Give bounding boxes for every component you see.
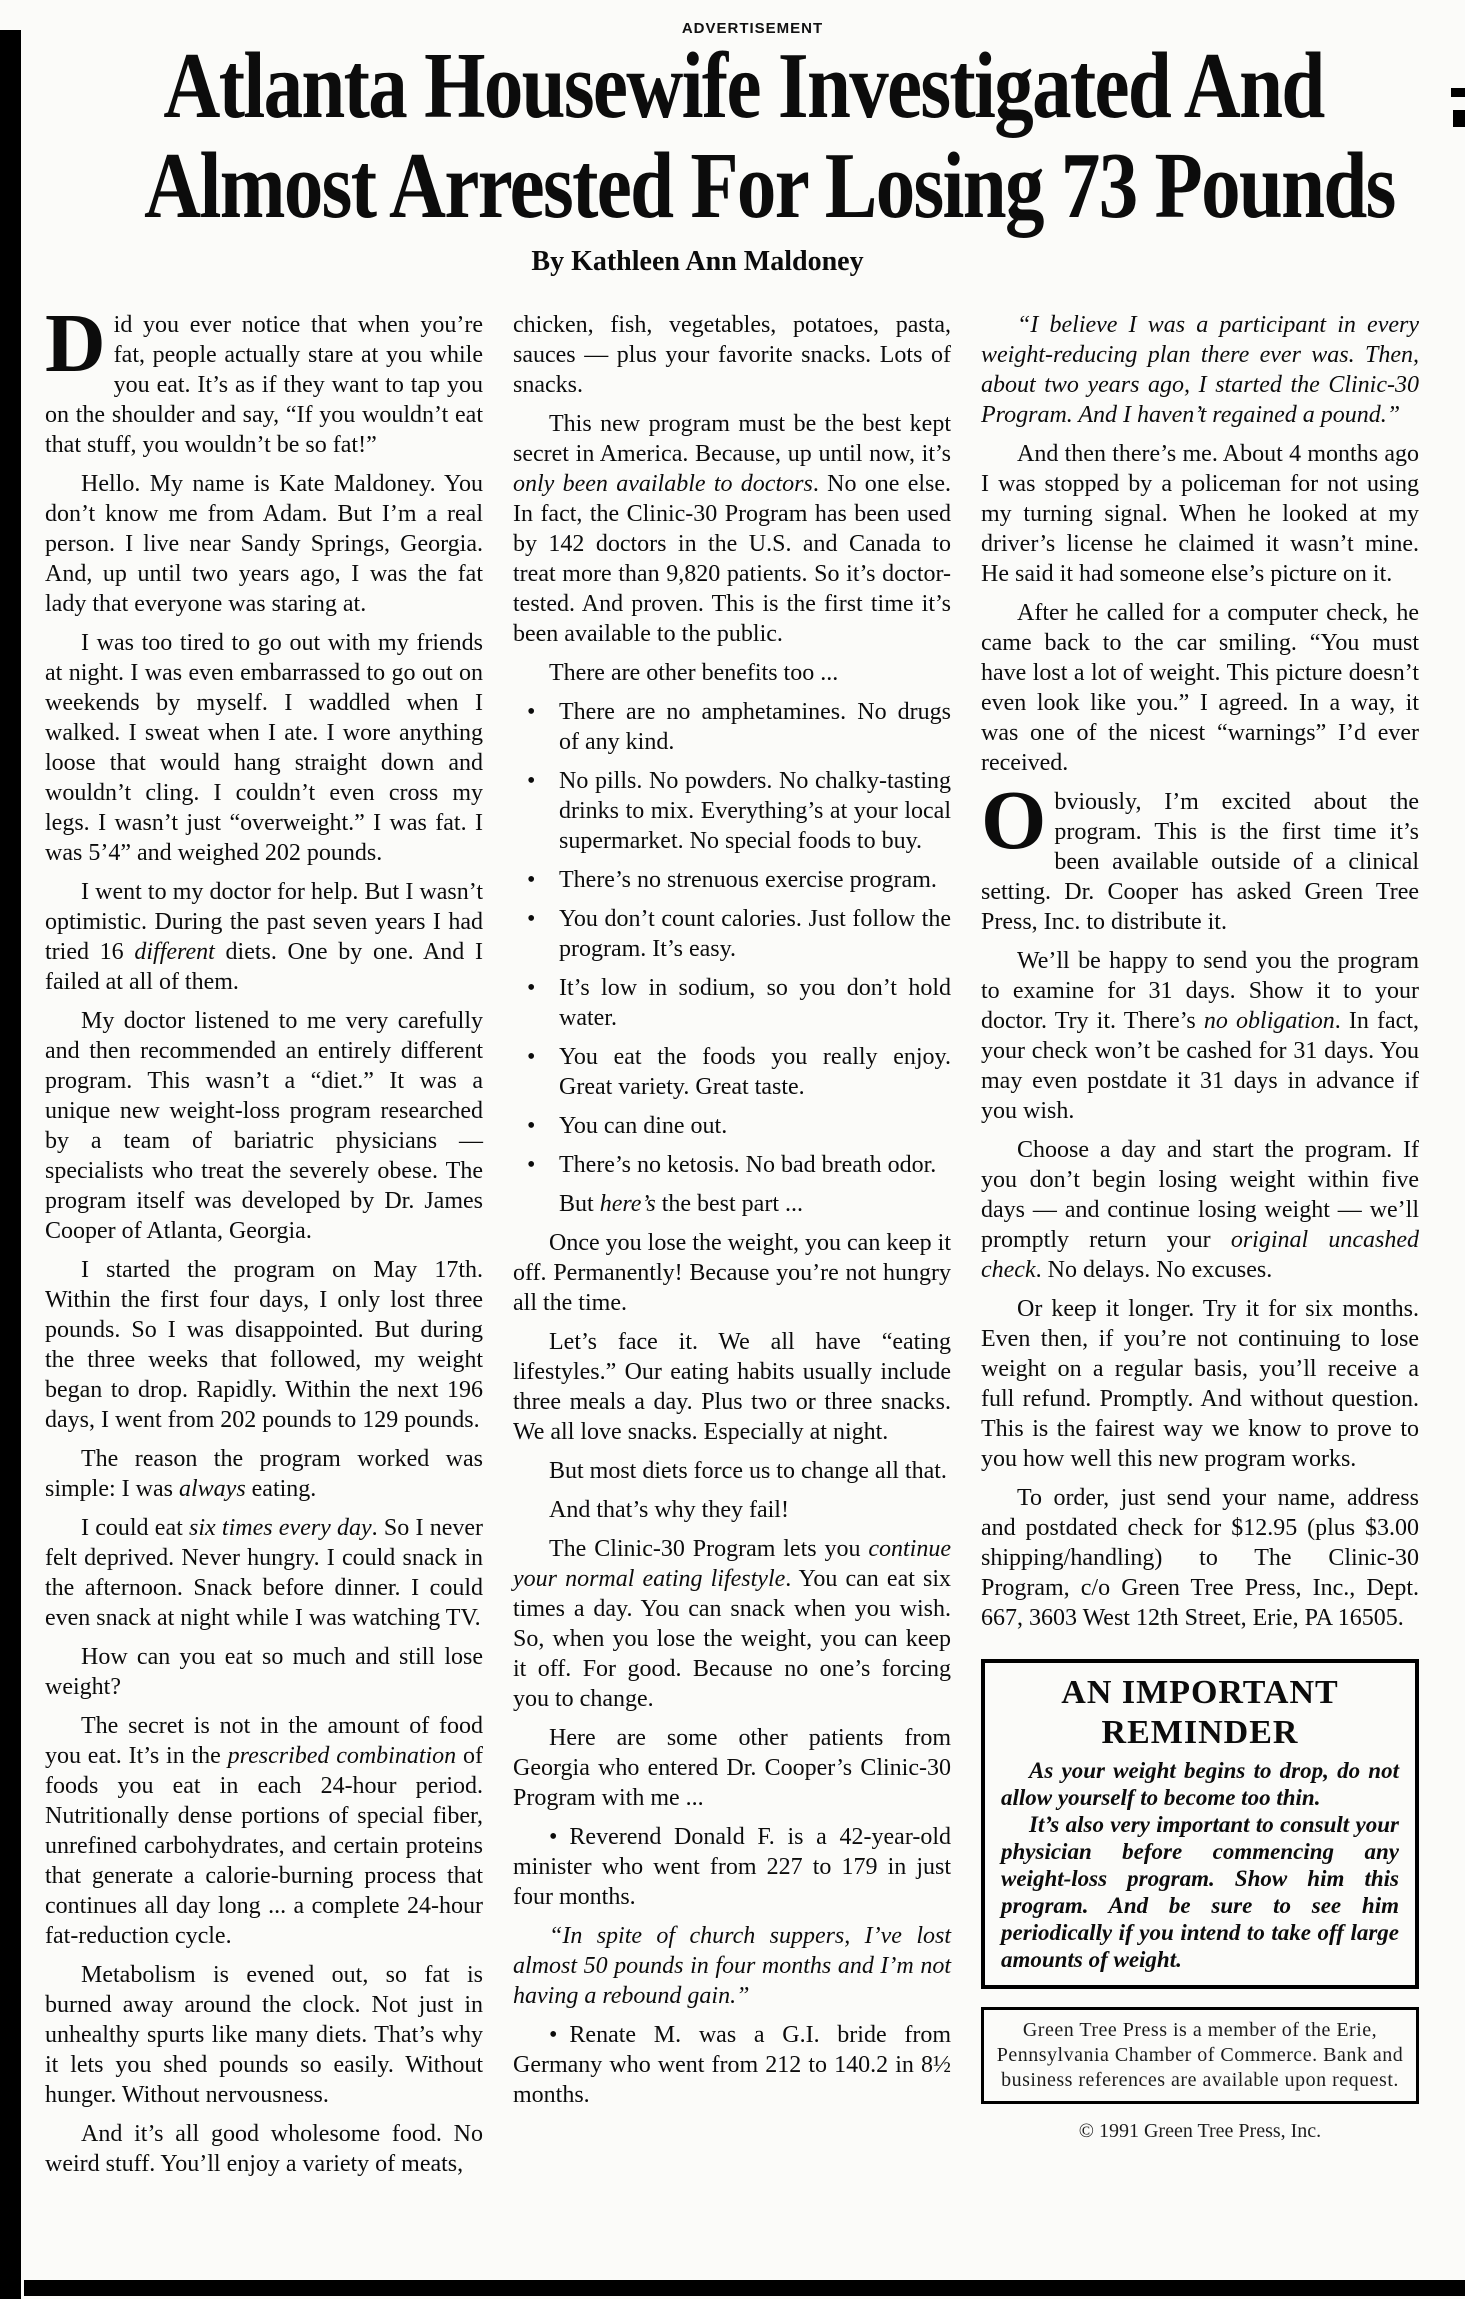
headline xyxy=(30,36,1457,236)
paragraph: Here are some other patients from Georgia who entered Dr. Cooper’s Clinic-30 Program with me ... xyxy=(513,1725,951,1811)
paragraph: The secret is not in the amount of food you eat. It’s in the prescribed combination of foods you eat in each 24-hour period. Nutritionally dense portions of special fiber, unrefined carbohydrates, and certain proteins that generate a calorie-burning process that continues all day long ... a complete 24-hour fat-reduction cycle. xyxy=(45,1713,483,1949)
paragraph: And then there’s me. About 4 months ago I was stopped by a policeman for not using my turning signal. When he looked at my driver’s license he claimed it wasn’t mine. He said it had someone else’s picture on it. xyxy=(981,441,1419,587)
bullet-dot-icon: • xyxy=(527,1113,536,1139)
bullet-item xyxy=(513,766,951,856)
bullet-item xyxy=(513,1042,951,1102)
paragraph: How can you eat so much and still lose weight? xyxy=(45,1644,483,1700)
bullet-dot-icon: • xyxy=(527,867,536,893)
paragraph: Metabolism is evened out, so fat is burned away around the clock. Not just in unhealthy spurts like many diets. That’s why it lets you shed pounds so easily. Without hunger. Without nervousness. xyxy=(45,1962,483,2108)
paragraph: I could eat six times every day. So I never felt deprived. Never hungry. I could snack in the afternoon. Snack before dinner. I could even snack at night while I was watching TV. xyxy=(45,1515,483,1631)
bullet-paragraph: • Renate M. was a G.I. bride from Germany who went from 212 to 140.2 in 8½ months. xyxy=(513,2022,951,2108)
paragraph: Hello. My name is Kate Maldoney. You don’t know me from Adam. But I’m a real person. I live near Sandy Springs, Georgia. And, up until two years ago, I was the fat lady that everyone was staring at. xyxy=(45,471,483,617)
membership-box: Green Tree Press is a member of the Erie, Pennsylvania Chamber of Commerce. Bank and business references are available upon request. xyxy=(981,2007,1419,2104)
advertisement-label: ADVERTISEMENT xyxy=(681,20,824,37)
bullet-dot-icon: • xyxy=(527,699,536,725)
bullet-text: There’s no ketosis. No bad breath odor. xyxy=(559,1152,937,1178)
paragraph: This new program must be the best kept secret in America. Because, up until now, it’s only been available to doctors. No one else. In fact, the Clinic-30 Program has been used by 142 doctors in the U.S. and Canada to treat more than 9,820 patients. So it’s doctor-tested. And proven. This is the first time it’s been available to the public. xyxy=(513,411,952,647)
paragraph: And that’s why they fail! xyxy=(549,1497,789,1523)
drop-cap: O xyxy=(981,774,1047,867)
paragraph: But here’s the best part ... xyxy=(559,1191,803,1217)
bullet-item xyxy=(513,697,951,757)
paragraph: After he called for a computer check, he came back to the car smiling. “You must have lost a lot of weight. This picture doesn’t even look like you.” I agreed. In a way, it was one of the nicest “warnings” I’d ever received. xyxy=(981,600,1419,776)
quote-paragraph: “In spite of church suppers, I’ve lost almost 50 pounds in four months and I’m not having a rebound gain.” xyxy=(513,1923,951,2009)
bullet-dot-icon: • xyxy=(527,1044,536,1070)
bullet-paragraph: • Reverend Donald F. is a 42-year-old minister who went from 227 to 179 in just four months. xyxy=(513,1824,951,1910)
bullet-item xyxy=(513,1111,951,1141)
paragraph: Let’s face it. We all have “eating lifestyles.” Our eating habits usually include three meals a day. Plus two or three snacks. We all love snacks. Especially at night. xyxy=(513,1329,951,1445)
paragraph: Once you lose the weight, you can keep it off. Permanently! Because you’re not hungry all the time. xyxy=(513,1230,951,1316)
paragraph: I went to my doctor for help. But I wasn’t optimistic. During the past seven years I had tried 16 different diets. One by one. And I failed at all of them. xyxy=(45,879,483,995)
reminder-box-title: AN IMPORTANT REMINDER xyxy=(1061,1674,1339,1751)
bullet-text: There are no amphetamines. No drugs of any kind. xyxy=(559,699,951,755)
bullet-item xyxy=(513,973,951,1033)
paragraph: The Clinic-30 Program lets you continue your normal eating lifestyle. You can eat six times a day. You can snack when you wish. So, when you lose the weight, you can keep it off. For good. Because no one’s forcing you to change. xyxy=(513,1536,951,1712)
bullet-dot-icon: • xyxy=(527,768,536,794)
bullet-text: There’s no strenuous exercise program. xyxy=(559,867,937,893)
bullet-text: You don’t count calories. Just follow the program. It’s easy. xyxy=(559,906,951,962)
byline: By Kathleen Ann Maldoney xyxy=(531,246,864,277)
bullet-item xyxy=(513,904,951,964)
quote-paragraph: “I believe I was a participant in every weight-reducing plan there ever was. Then, about two years ago, I started the Clinic-30 Program. And I haven’t regained a pound.” xyxy=(981,312,1419,428)
reminder-box-body xyxy=(1001,1757,1399,1973)
reminder-box xyxy=(981,1659,1419,1989)
bullet-dot-icon: • xyxy=(527,906,536,932)
reminder-paragraph: It’s also very important to consult your physician before commencing any weight-loss program. Show him this program. And be sure to see him periodically if you intend to take off large amounts of weight. xyxy=(1001,1812,1399,1972)
column-2 xyxy=(513,310,951,2188)
bullet-text: No pills. No powders. No chalky-tasting drinks to mix. Everything’s at your local supermarket. No special foods to buy. xyxy=(559,768,951,854)
left-border-bar xyxy=(0,30,21,2299)
column-1 xyxy=(45,297,483,2188)
paragraph: The reason the program worked was simple: I was always eating. xyxy=(45,1446,483,1502)
bullet-text: You can dine out. xyxy=(559,1113,728,1139)
bullet-dot-icon: • xyxy=(527,1152,536,1178)
paragraph: But most diets force us to change all that. xyxy=(549,1458,947,1484)
column-3 xyxy=(981,310,1419,2188)
bullet-dot-icon: • xyxy=(527,975,536,1001)
paragraph: I started the program on May 17th. Within the first four days, I only lost three pounds. So I was disappointed. But during the three weeks that followed, my weight began to drop. Rapidly. Within the next 196 days, I went from 202 pounds to 129 pounds. xyxy=(45,1257,483,1433)
paragraph: And it’s all good wholesome food. No weird stuff. You’ll enjoy a variety of meats, xyxy=(45,2121,483,2177)
headline-line-1: Atlanta Housewife Investigated And xyxy=(163,34,1324,138)
bullet-item xyxy=(513,1150,951,1180)
bottom-border-bar xyxy=(24,2280,1465,2296)
paragraph: There are other benefits too ... xyxy=(549,660,839,686)
paragraph: Choose a day and start the program. If you don’t begin losing weight within five days — and continue losing weight — we’ll promptly return your original uncashed check. No delays. No excuses. xyxy=(981,1137,1419,1283)
column-1-blocks xyxy=(45,297,483,2179)
paragraph: I was too tired to go out with my friends at night. I was even embarrassed to go out on weekends by myself. I waddled when I walked. I sweat when I ate. I wore anything loose that would hang straight down and wouldn’t cling. I couldn’t even cross my legs. I wasn’t just “overweight.” I was fat. I was 5’4” and weighed 202 pounds. xyxy=(45,630,483,866)
article-body xyxy=(45,297,1421,2188)
bullet-item xyxy=(513,865,951,895)
column-2-blocks xyxy=(513,310,951,2110)
paragraph: Did you ever notice that when you’re fat, people actually stare at you while you eat. It’s as if they want to tap you on the shoulder and say, “If you wouldn’t eat that stuff, you wouldn’t be so fat!” xyxy=(45,297,483,458)
paragraph: Or keep it longer. Try it for six months. Even then, if you’re not continuing to lose weight on a regular basis, you’ll receive a full refund. Promptly. And without question. This is the fairest way we know to prove to you how well this new program works. xyxy=(981,1296,1419,1472)
column-3-blocks xyxy=(981,310,1419,1633)
paragraph: Obviously, I’m excited about the program. This is the first time it’s been available outside of a clinical setting. Dr. Cooper has asked Green Tree Press, Inc. to distribute it. xyxy=(981,774,1419,935)
paragraph: My doctor listened to me very carefully and then recommended an entirely different program. This wasn’t a “diet.” It was a unique new weight-loss program researched by a team of bariatric physicians — specialists who treat the severely obese. The program itself was developed by Dr. James Cooper of Atlanta, Georgia. xyxy=(45,1008,483,1244)
bullet-text: You eat the foods you really enjoy. Great variety. Great taste. xyxy=(559,1044,951,1100)
copyright-line: © 1991 Green Tree Press, Inc. xyxy=(1078,2120,1322,2142)
paragraph: We’ll be happy to send you the program to examine for 31 days. Show it to your doctor. Try it. There’s no obligation. In fact, your check won’t be cashed for 31 days. You may even postdate it 31 days in advance if you wish. xyxy=(981,948,1419,1124)
bullet-text: It’s low in sodium, so you don’t hold water. xyxy=(559,975,951,1031)
paragraph: chicken, fish, vegetables, potatoes, pasta, sauces — plus your favorite snacks. Lots of snacks. xyxy=(513,312,951,398)
drop-cap: D xyxy=(45,297,106,390)
reminder-paragraph: As your weight begins to drop, do not allow yourself to become too thin. xyxy=(1001,1758,1399,1810)
paragraph: To order, just send your name, address and postdated check for $12.95 (plus $3.00 shipping/handling) to The Clinic-30 Program, c/o Green Tree Press, Inc., Dept. 667, 3603 West 12th Street, Erie, PA 16505. xyxy=(981,1485,1419,1631)
headline-line-2: Almost Arrested For Losing 73 Pounds xyxy=(144,134,1395,238)
